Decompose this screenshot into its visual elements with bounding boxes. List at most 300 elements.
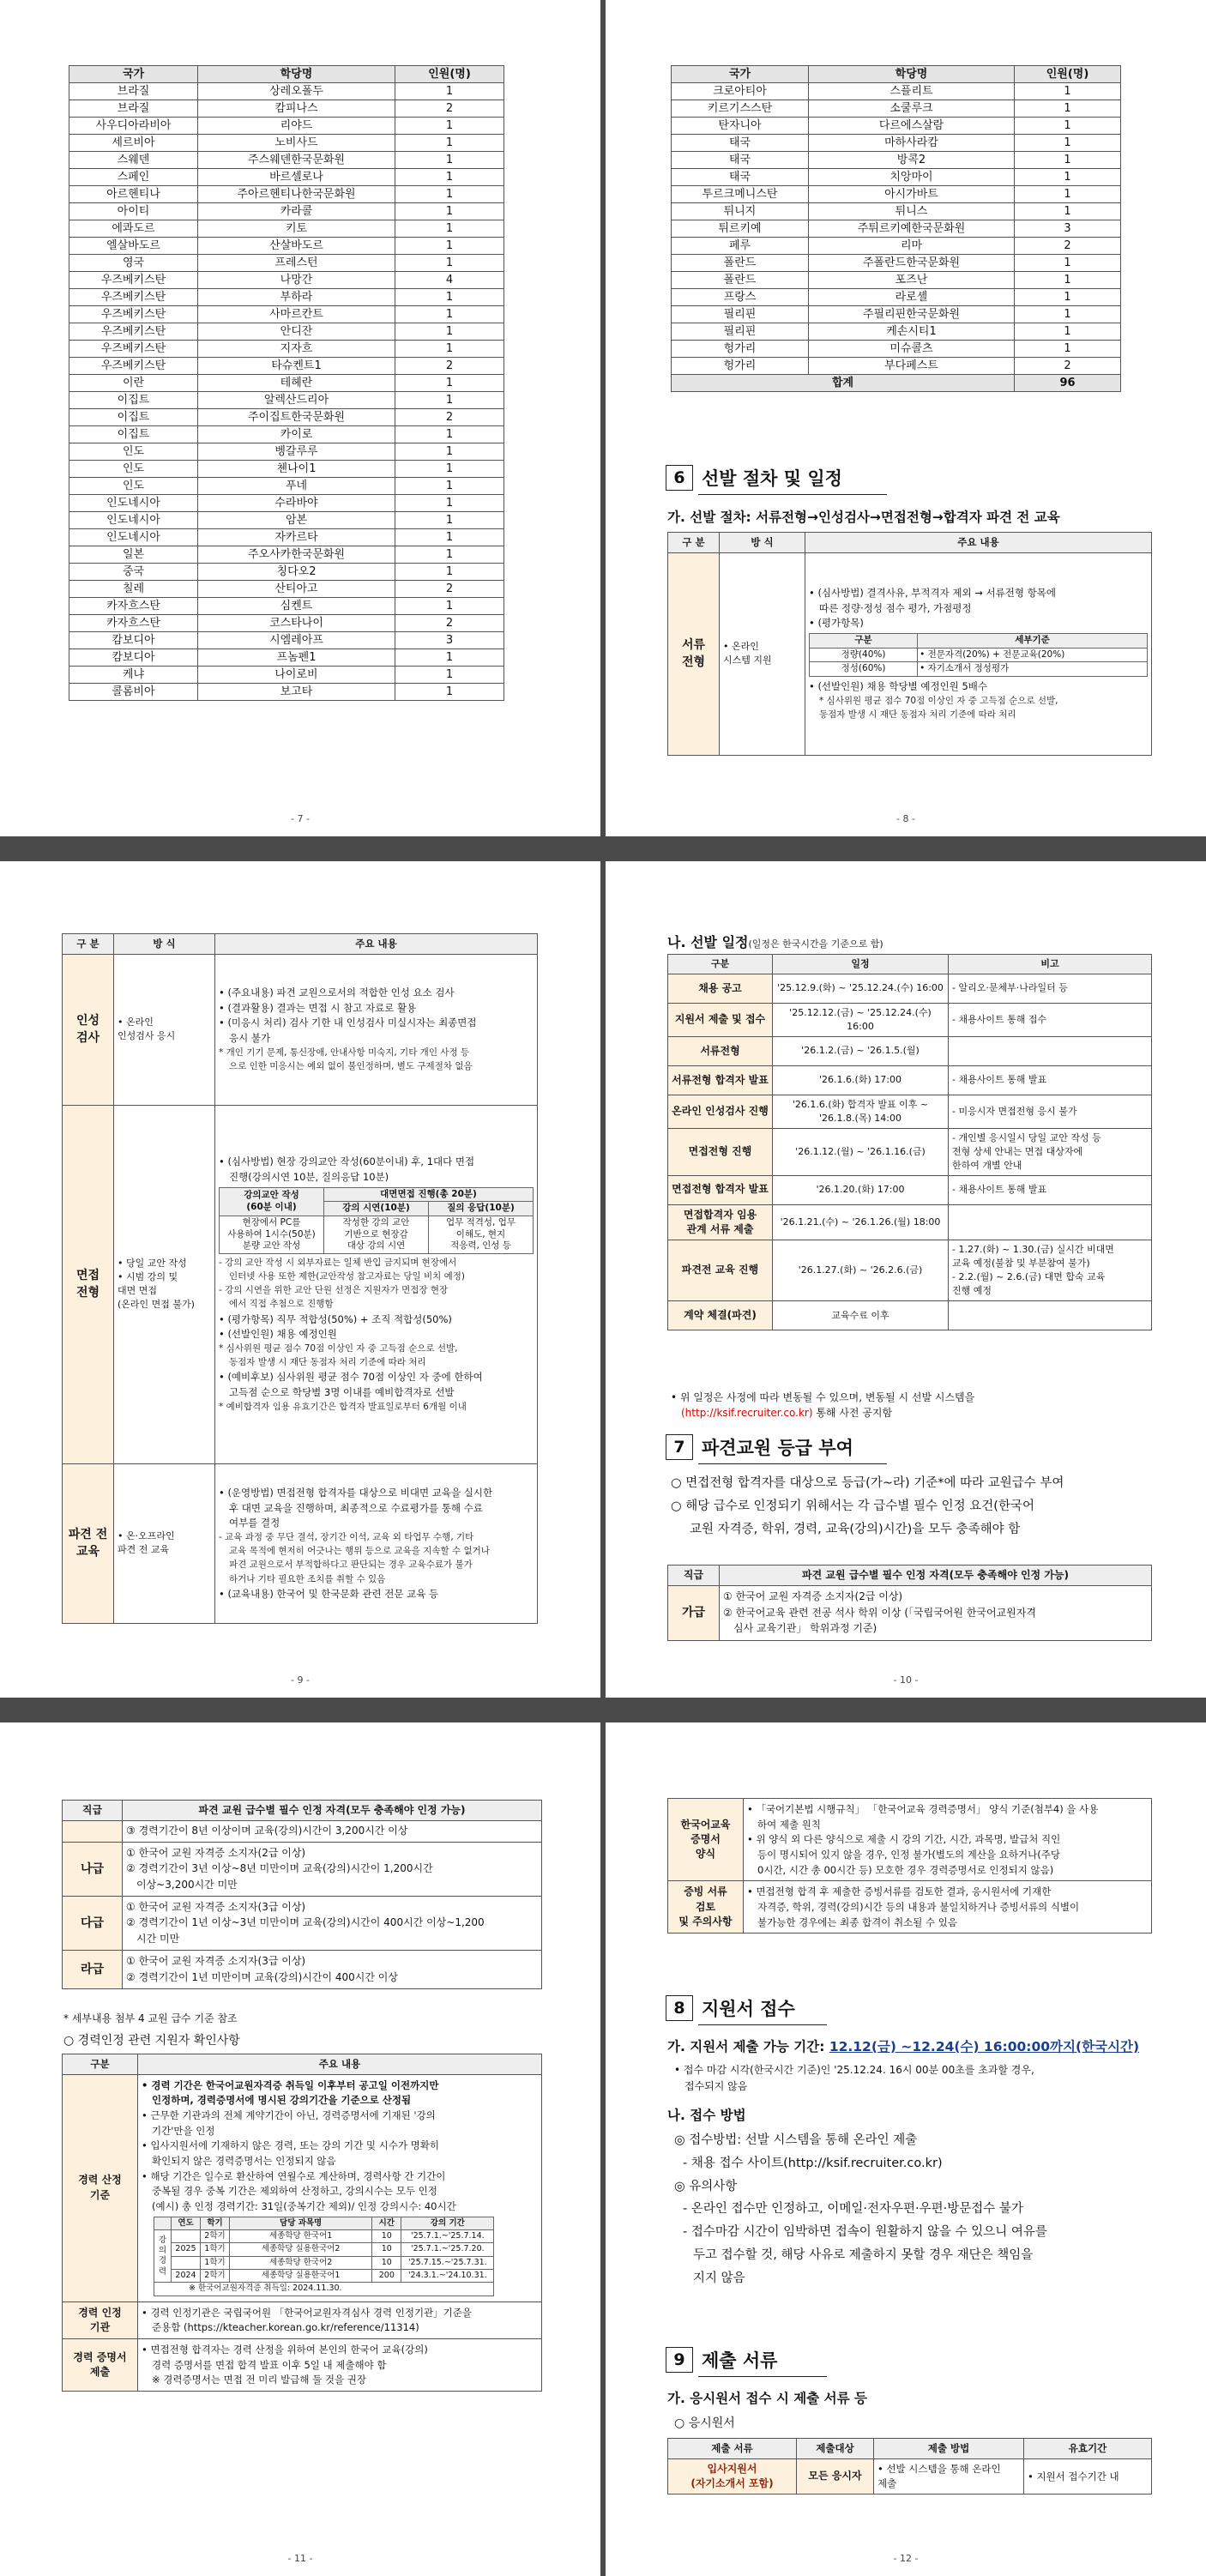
country-cell: 엘살바도르 xyxy=(69,238,198,255)
schedule-note xyxy=(949,1036,1152,1065)
institute-cell: 주이집트한국문화원 xyxy=(198,409,395,426)
text-line: 인터넷 사용 또한 제한(교안작성 참고자료는 당일 비치 예정) xyxy=(229,1271,465,1282)
institute-cell: 알렉산드리아 xyxy=(198,392,395,409)
institute-cell: 보고타 xyxy=(198,684,395,701)
example-row xyxy=(154,2243,494,2256)
schedule-item: 서류전형 합격자 발표 xyxy=(668,1065,773,1095)
schedule-date: '25.12.12.(금) ~ '25.12.24.(수) 16:00 xyxy=(773,1003,949,1036)
selection-detail-table xyxy=(62,933,538,1624)
table-row xyxy=(69,100,504,118)
institute-cell: 푸네 xyxy=(198,478,395,495)
country-cell: 카자흐스탄 xyxy=(69,598,198,615)
text-line: 접수되지 않음 xyxy=(684,2079,748,2092)
section-8-heading xyxy=(666,1995,795,2021)
country-table-left xyxy=(69,65,504,701)
interview-content xyxy=(215,1105,538,1463)
schedule-item: 면접전형 합격자 발표 xyxy=(668,1175,773,1204)
schedule-note: - 알리오·문체부·나라일터 등 xyxy=(949,974,1152,1003)
schedule-title xyxy=(667,932,883,951)
col-validity: 유효기간 xyxy=(1024,2439,1152,2459)
career-doc-label: 경력 증명서 제출 xyxy=(63,2339,138,2392)
text-line: 교육 목적에 현저히 어긋나는 행위 등으로 교육을 지속할 수 없거나 xyxy=(229,1546,490,1557)
submission-period-date: 12.12(금) ~12.24(수) 16:00:00까지(한국시간) xyxy=(829,2039,1140,2054)
grade-description xyxy=(671,1472,1160,1541)
institute-cell: 미슈콜츠 xyxy=(809,341,1015,358)
text-line: 따른 정량·정성 점수 평가, 가점평정 xyxy=(819,601,972,614)
table-row xyxy=(672,306,1121,323)
text-line: ◎ 유의사항 xyxy=(674,2179,738,2193)
inner-head xyxy=(154,2217,172,2229)
table-row xyxy=(672,83,1121,100)
inner-cell: 정량(40%) xyxy=(810,648,918,662)
schedule-item: 지원서 제출 및 접수 xyxy=(668,1003,773,1036)
institute-cell: 주필리핀한국문화원 xyxy=(809,306,1015,323)
country-cell: 아이티 xyxy=(69,203,198,220)
institute-cell: 칭다오2 xyxy=(198,564,395,581)
count-cell: 1 xyxy=(395,341,504,358)
text-line: 기간'만을 인정 xyxy=(152,2124,215,2137)
text-line: 동점자 발생 시 재단 동점자 처리 기준에 따라 처리 xyxy=(819,709,1016,720)
schedule-date: '26.1.2.(금) ~ '26.1.5.(월) xyxy=(773,1036,949,1065)
recruit-site-link[interactable]: (http://ksif.recruiter.co.kr) xyxy=(681,1407,813,1419)
example-cell: '25.7.1.~'25.7.14. xyxy=(401,2230,494,2243)
total-value: 96 xyxy=(1015,375,1121,392)
section-title: 지원서 접수 xyxy=(702,1999,795,2019)
country-cell: 페루 xyxy=(672,238,809,255)
text-line: • (주요내용) 파견 교원으로서의 적합한 인성 요소 검사 xyxy=(219,986,455,999)
count-cell: 1 xyxy=(1015,289,1121,306)
count-cell: 2 xyxy=(395,615,504,632)
country-cell: 사우디아라비아 xyxy=(69,118,198,135)
count-cell: 3 xyxy=(1015,220,1121,238)
inner-cell: • 전문자격(20%) + 전문교육(20%) xyxy=(918,648,1148,662)
schedule-item: 면접합격자 임용 관계 서류 제출 xyxy=(668,1204,773,1240)
count-cell: 1 xyxy=(1015,118,1121,135)
training-method: • 온·오프라인 파견 전 교육 xyxy=(114,1463,215,1623)
submission-period-label: 가. 지원서 제출 가능 기간: xyxy=(667,2039,829,2054)
schedule-date: '26.1.12.(월) ~ '26.1.16.(금) xyxy=(773,1128,949,1175)
caution-content xyxy=(744,1881,1152,1934)
country-cell: 이집트 xyxy=(69,392,198,409)
text-line: • (미응시 처리) 검사 기한 내 인성검사 미실시자는 최종면접 xyxy=(219,1017,477,1029)
col-institute: 학당명 xyxy=(809,66,1015,83)
institute-cell: 테헤란 xyxy=(198,375,395,392)
grade-ga-label: 가급 xyxy=(668,1586,720,1640)
country-cell: 스웨덴 xyxy=(69,152,198,169)
page-number: - 8 - xyxy=(896,813,915,824)
count-cell: 1 xyxy=(1015,341,1121,358)
schedule-note: - 개인별 응시일시 당일 교안 작성 등 전형 상세 안내는 면접 대상자에 한하여 개별 안내 xyxy=(949,1128,1152,1175)
doc-screening-content xyxy=(805,552,1152,755)
schedule-item: 계약 체결(파견) xyxy=(668,1301,773,1330)
training-content xyxy=(215,1463,538,1623)
validity-cell: • 지원서 접수기간 내 xyxy=(1024,2458,1152,2495)
country-table-right xyxy=(671,65,1121,392)
col-content: 주요 내용 xyxy=(805,533,1152,553)
text-line: • 「국어기본법 시행규칙」 「한국어교육 경력증명서」 양식 기준(첨부4) 을 사용 xyxy=(747,1803,1099,1815)
count-cell: 1 xyxy=(395,169,504,186)
submit-docs-table xyxy=(667,2438,1152,2495)
country-cell: 우즈베키스탄 xyxy=(69,341,198,358)
grade-da-content xyxy=(123,1896,542,1950)
count-cell: 1 xyxy=(395,375,504,392)
inner-head: 질의 응답(10분) xyxy=(429,1202,534,1216)
count-cell: 1 xyxy=(395,443,504,461)
institute-cell: 튀니스 xyxy=(809,203,1015,220)
text-line: ① 한국어 교원 자격증 소지자(3급 이상) xyxy=(126,1900,306,1913)
training-label: 파견 전 교육 xyxy=(63,1463,114,1623)
institute-cell: 산살바도르 xyxy=(198,238,395,255)
example-cell: 2024 xyxy=(172,2270,201,2283)
table-row xyxy=(672,220,1121,238)
table-row xyxy=(69,409,504,426)
table-row xyxy=(69,546,504,564)
schedule-item: 온라인 인성검사 진행 xyxy=(668,1095,773,1128)
section-6-heading xyxy=(666,465,842,491)
count-cell: 1 xyxy=(395,667,504,684)
country-cell: 튀르키예 xyxy=(672,220,809,238)
institute-cell: 첸나이1 xyxy=(198,461,395,478)
example-cell: 10 xyxy=(372,2243,401,2256)
country-cell: 우즈베키스탄 xyxy=(69,323,198,341)
country-cell: 칠레 xyxy=(69,581,198,598)
count-cell: 1 xyxy=(395,118,504,135)
example-cell: 1학기 xyxy=(201,2243,230,2256)
section-underline xyxy=(698,2024,827,2025)
inner-head: 학기 xyxy=(201,2217,230,2229)
text-line: • 접수 마감 시각(한국시간 기준)인 '25.12.24. 16시 00분 00초를 초과할 경우, xyxy=(674,2064,1034,2076)
grade-na-content xyxy=(123,1842,542,1896)
country-cell: 튀니지 xyxy=(672,203,809,220)
page-8 xyxy=(606,0,1206,836)
example-row xyxy=(154,2270,494,2283)
text-line: 하거나 기타 필요한 조치를 취할 수 있음 xyxy=(229,1573,386,1584)
section-title: 제출 서류 xyxy=(702,2350,778,2371)
count-cell: 2 xyxy=(395,409,504,426)
example-cell: 2학기 xyxy=(201,2270,230,2283)
inner-head: 강의교안 작성 (60분 이내) xyxy=(220,1187,324,1216)
table-row xyxy=(672,186,1121,203)
cert-form-label: 한국어교육 증명서 양식 xyxy=(668,1799,744,1881)
page-10 xyxy=(606,861,1206,1698)
count-cell: 1 xyxy=(395,186,504,203)
personality-method: • 온라인 인성검사 응시 xyxy=(114,954,215,1105)
grade-ga-cont: ③ 경력기간이 8년 이상이며 교육(강의)시간이 3,200시간 이상 xyxy=(123,1821,542,1842)
institute-cell: 수라바야 xyxy=(198,495,395,512)
page-7 xyxy=(0,0,600,836)
inner-cell: 현장에서 PC를 사용하여 1시수(50분) 분량 교안 작성 xyxy=(220,1216,324,1253)
table-row xyxy=(672,203,1121,220)
text-line: • 면접전형 합격 후 제출한 증빙서류를 검토한 결과, 응시원서에 기재한 xyxy=(747,1885,1052,1898)
count-cell: 1 xyxy=(1015,169,1121,186)
country-cell: 우즈베키스탄 xyxy=(69,306,198,323)
submission-method-title: 나. 접수 방법 xyxy=(667,2108,746,2123)
caution-label: 증빙 서류 검토 및 주의사항 xyxy=(668,1881,744,1934)
country-cell: 캄보디아 xyxy=(69,632,198,649)
schedule-item: 파견전 교육 진행 xyxy=(668,1240,773,1301)
schedule-title-note: (일정은 한국시간을 기준으로 함) xyxy=(748,938,883,950)
table-row xyxy=(69,478,504,495)
country-cell: 인도네시아 xyxy=(69,495,198,512)
table-row xyxy=(69,581,504,598)
schedule-note xyxy=(949,1301,1152,1330)
text-line: 으로 인한 미응시는 예외 없이 불인정하며, 별도 구제절차 없음 xyxy=(229,1061,473,1072)
institute-cell: 주오사카한국문화원 xyxy=(198,546,395,564)
text-line: ※ 경력증명서는 면접 전 미리 발급해 둘 것을 권장 xyxy=(152,2374,366,2386)
text-line: ① 한국어 교원 자격증 소지자(2급 이상) xyxy=(126,1846,306,1859)
country-cell: 인도네시아 xyxy=(69,529,198,546)
submission-deadline-note xyxy=(674,2062,1034,2094)
institute-cell: 주폴란드한국문화원 xyxy=(809,255,1015,272)
text-line: • (예비후보) 심사위원 평균 점수 70점 이상인 자 중에 한하여 xyxy=(219,1371,483,1384)
page-number: - 7 - xyxy=(291,813,310,824)
col-content: 주요 내용 xyxy=(215,934,538,955)
text-line: 확인되지 않은 경력증명서는 인정되지 않음 xyxy=(152,2155,336,2168)
table-row xyxy=(69,684,504,701)
table-row xyxy=(69,632,504,649)
text-line: 에서 직접 추첨으로 진행함 xyxy=(229,1299,334,1310)
text-line: • (심사방법) 현장 강의교안 작성(60분이내) 후, 1대다 면접 xyxy=(219,1155,475,1168)
count-cell: 1 xyxy=(395,255,504,272)
table-row xyxy=(69,341,504,358)
country-cell: 우즈베키스탄 xyxy=(69,272,198,289)
selection-procedure-title: 가. 선발 절차: 서류전형→인성검사→면접전형→합격자 파견 전 교육 xyxy=(667,510,1060,525)
institute-cell: 방콕2 xyxy=(809,152,1015,169)
col-method: 방 식 xyxy=(114,934,215,955)
col-requirement: 파견 교원 급수별 필수 인정 자격(모두 충족해야 인정 가능) xyxy=(123,1801,542,1821)
example-cell: 세종학당 실용한국어2 xyxy=(230,2243,372,2256)
institute-cell: 치앙마이 xyxy=(809,169,1015,186)
table-row xyxy=(69,615,504,632)
text-line: • (결과활용) 결과는 면접 시 참고 자료로 활용 xyxy=(219,1001,417,1014)
institute-cell: 자카르타 xyxy=(198,529,395,546)
institute-cell: 카라콜 xyxy=(198,203,395,220)
text-line: • (심사방법) 결격사유, 부적격자 제외 → 서류전형 항목에 xyxy=(809,587,1056,600)
count-cell: 1 xyxy=(395,598,504,615)
count-cell: 1 xyxy=(395,135,504,152)
page-number: - 10 - xyxy=(893,1674,919,1686)
count-cell: 2 xyxy=(395,358,504,375)
col-category: 구분 xyxy=(63,2054,138,2075)
schedule-row xyxy=(668,1095,1152,1128)
col-category: 구 분 xyxy=(63,934,114,955)
example-cell: 세종학당 한국어1 xyxy=(230,2230,372,2243)
table-row xyxy=(69,564,504,581)
text-line: ① 한국어 교원 자격증 소지자(2급 이상) xyxy=(723,1590,903,1603)
inner-cell: 작성한 강의 교안 기반으로 현장감 대상 강의 시연 xyxy=(324,1216,429,1253)
text-line: * 심사위원 평균 점수 70점 이상인 자 중 고득점 순으로 선발, xyxy=(819,695,1058,706)
text-line: 교원 자격증, 학위, 경력, 교육(강의)시간)을 모두 충족해야 함 xyxy=(690,1522,1021,1536)
col-category: 구 분 xyxy=(668,533,720,553)
count-cell: 1 xyxy=(1015,323,1121,341)
schedule-date: '26.1.6.(화) 합격자 발표 이후 ~ '26.1.8.(목) 14:00 xyxy=(773,1095,949,1128)
schedule-date: '26.1.20.(화) 17:00 xyxy=(773,1175,949,1204)
section-underline xyxy=(698,2376,827,2377)
country-cell: 이집트 xyxy=(69,409,198,426)
grade-ra-content xyxy=(123,1951,542,1989)
table-row xyxy=(69,220,504,238)
table-row xyxy=(672,255,1121,272)
text-line: • 입사지원서에 기재하지 않은 경력, 또는 강의 기간 및 시수가 명확히 xyxy=(142,2139,439,2152)
institute-cell: 포즈난 xyxy=(809,272,1015,289)
count-cell: 1 xyxy=(1015,83,1121,100)
text-line: - 강의 시연을 위한 교안 단원 선정은 지원자가 면접장 현장 xyxy=(219,1285,449,1296)
inner-cell: 업무 적격성, 업무 이해도, 현지 적응력, 인성 등 xyxy=(429,1216,534,1253)
text-line: - 교육 과정 중 무단 결석, 장기간 이석, 교육 외 타업무 수행, 기타 xyxy=(219,1531,474,1542)
example-cell: 세종학당 실용한국어1 xyxy=(230,2270,372,2283)
section-underline xyxy=(698,494,887,495)
institute-cell: 코스타나이 xyxy=(198,615,395,632)
col-country: 국가 xyxy=(672,66,809,83)
table-row xyxy=(672,289,1121,306)
text-line: 응시 불가 xyxy=(229,1032,271,1045)
section-number: 7 xyxy=(666,1434,693,1460)
table-row xyxy=(69,358,504,375)
table-row xyxy=(69,598,504,615)
table-row xyxy=(69,323,504,341)
institute-cell: 리야드 xyxy=(198,118,395,135)
institute-cell: 케손시티1 xyxy=(809,323,1015,341)
col-requirement: 파견 교원 급수별 필수 인정 자격(모두 충족해야 인정 가능) xyxy=(720,1566,1152,1586)
text-line: 후 대면 교육을 진행하며, 최종적으로 수료평가를 통해 수료 xyxy=(229,1501,483,1514)
institute-cell: 리마 xyxy=(809,238,1015,255)
country-cell: 콜롬비아 xyxy=(69,684,198,701)
inner-head: 연도 xyxy=(172,2217,201,2229)
inner-head: 구분 xyxy=(810,634,918,649)
section-title: 파견교원 등급 부여 xyxy=(702,1438,853,1458)
text-line: * 예비합격자 임용 유효기간은 합격자 발표일로부터 6개월 이내 xyxy=(219,1401,467,1412)
institute-cell: 키토 xyxy=(198,220,395,238)
table-row xyxy=(672,135,1121,152)
inner-head: 강의 기간 xyxy=(401,2217,494,2229)
inner-head: 세부기준 xyxy=(918,634,1148,649)
text-line: • 위 양식 외 다른 양식으로 제출 시 강의 기간, 시간, 과목명, 발급처 직인 xyxy=(747,1833,1061,1846)
count-cell: 3 xyxy=(395,632,504,649)
count-cell: 1 xyxy=(395,649,504,667)
institute-cell: 사마르칸트 xyxy=(198,306,395,323)
table-row xyxy=(672,238,1121,255)
page-number: - 12 - xyxy=(893,2553,919,2564)
count-cell: 1 xyxy=(395,203,504,220)
text-line: 시간 미만 xyxy=(136,1932,180,1945)
text-line: 불가능한 경우에는 최종 합격이 취소될 수 있음 xyxy=(757,1915,958,1928)
table-row xyxy=(69,135,504,152)
country-cell: 헝가리 xyxy=(672,358,809,375)
institute-cell: 벵갈루루 xyxy=(198,443,395,461)
submission-method-content xyxy=(674,2129,1155,2290)
application-form-label: ○ 응시원서 xyxy=(674,2416,735,2430)
example-cell: '25.7.1.~'25.7.20. xyxy=(401,2243,494,2256)
section-9-heading xyxy=(666,2347,777,2373)
section-number: 9 xyxy=(666,2347,693,2373)
col-country: 국가 xyxy=(69,66,198,83)
section-number: 8 xyxy=(666,1995,693,2021)
table-row xyxy=(69,83,504,100)
schedule-note: - 채용사이트 통해 발표 xyxy=(949,1065,1152,1095)
count-cell: 1 xyxy=(395,220,504,238)
section-underline xyxy=(698,1463,887,1464)
schedule-date: '26.1.6.(화) 17:00 xyxy=(773,1065,949,1095)
count-cell: 1 xyxy=(1015,135,1121,152)
schedule-note: - 채용사이트 통해 접수 xyxy=(949,1003,1152,1036)
institute-cell: 다르에스살람 xyxy=(809,118,1015,135)
institute-cell: 상레오폴두 xyxy=(198,83,395,100)
example-cell: 200 xyxy=(372,2270,401,2283)
col-date: 일정 xyxy=(773,955,949,974)
count-cell: 1 xyxy=(395,529,504,546)
count-cell: 1 xyxy=(395,426,504,443)
schedule-row xyxy=(668,1175,1152,1204)
count-cell: 1 xyxy=(395,564,504,581)
count-cell: 1 xyxy=(395,83,504,100)
text-line: * 개인 기기 문제, 통신장애, 안내사항 미숙지, 기타 개인 사정 등 xyxy=(219,1047,470,1058)
text-line: • 근무한 기관과의 전체 계약기간이 아닌, 경력증명서에 기재된 '강의 xyxy=(142,2109,436,2122)
count-cell: 1 xyxy=(1015,186,1121,203)
text-line: 고득점 순으로 학당별 3명 이내를 예비합격자로 선발 xyxy=(229,1386,455,1399)
col-method: 방 식 xyxy=(720,533,805,553)
table-row xyxy=(672,152,1121,169)
table-row xyxy=(69,186,504,203)
schedule-row xyxy=(668,1003,1152,1036)
col-method: 제출 방법 xyxy=(874,2439,1024,2459)
country-cell: 아르헨티나 xyxy=(69,186,198,203)
text-line: * 심사위원 평균 점수 70점 이상인 자 중 고득점 순으로 선발, xyxy=(219,1343,458,1354)
col-item: 구분 xyxy=(668,955,773,974)
count-cell: 1 xyxy=(1015,203,1121,220)
text-line: 하여 제출 원칙 xyxy=(757,1818,821,1831)
institute-cell: 심켄트 xyxy=(198,598,395,615)
career-table xyxy=(62,2054,542,2392)
country-cell: 인도 xyxy=(69,478,198,495)
schedule-note: - 채용사이트 통해 발표 xyxy=(949,1175,1152,1204)
grade-ga-cont-label xyxy=(63,1821,123,1842)
schedule-row xyxy=(668,974,1152,1003)
country-cell: 에콰도르 xyxy=(69,220,198,238)
inner-cell: 정성(60%) xyxy=(810,662,918,677)
schedule-item: 채용 공고 xyxy=(668,974,773,1003)
example-cell: '24.3.1.~'24.10.31. xyxy=(401,2270,494,2283)
doc-screening-label: 서류 전형 xyxy=(668,552,720,755)
example-cell: 1학기 xyxy=(201,2256,230,2269)
country-cell: 태국 xyxy=(672,152,809,169)
table-row xyxy=(69,238,504,255)
inner-head: 강의 시연(10분) xyxy=(324,1202,429,1216)
count-cell: 1 xyxy=(395,478,504,495)
institute-cell: 캄피나스 xyxy=(198,100,395,118)
table-row xyxy=(672,358,1121,375)
career-calc-content xyxy=(138,2074,542,2302)
institute-cell: 소쿨루크 xyxy=(809,100,1015,118)
table-row xyxy=(672,341,1121,358)
institute-cell: 아시가바트 xyxy=(809,186,1015,203)
schedule-row xyxy=(668,1301,1152,1330)
table-row xyxy=(69,392,504,409)
text-line: • 해당 기간은 일수로 환산하여 연월수로 계산하며, 경력사항 간 기간이 xyxy=(142,2169,446,2182)
cert-form-table xyxy=(667,1798,1152,1934)
count-cell: 1 xyxy=(395,495,504,512)
example-cell: 10 xyxy=(372,2256,401,2269)
doc-screening-table xyxy=(667,532,1152,756)
schedule-title-text: 나. 선발 일정 xyxy=(667,934,749,950)
text-line: 진행(강의시연 10분, 질의응답 10분) xyxy=(229,1170,389,1183)
text-line: ◎ 접수방법: 선발 시스템을 통해 온라인 제출 xyxy=(674,2133,918,2147)
country-cell: 브라질 xyxy=(69,100,198,118)
col-grade: 직급 xyxy=(63,1801,123,1821)
schedule-row xyxy=(668,1240,1152,1301)
institute-cell: 나이로비 xyxy=(198,667,395,684)
text-line: • (평가항목) 직무 적합성(50%) + 조직 적합성(50%) xyxy=(219,1312,452,1325)
count-cell: 1 xyxy=(395,546,504,564)
